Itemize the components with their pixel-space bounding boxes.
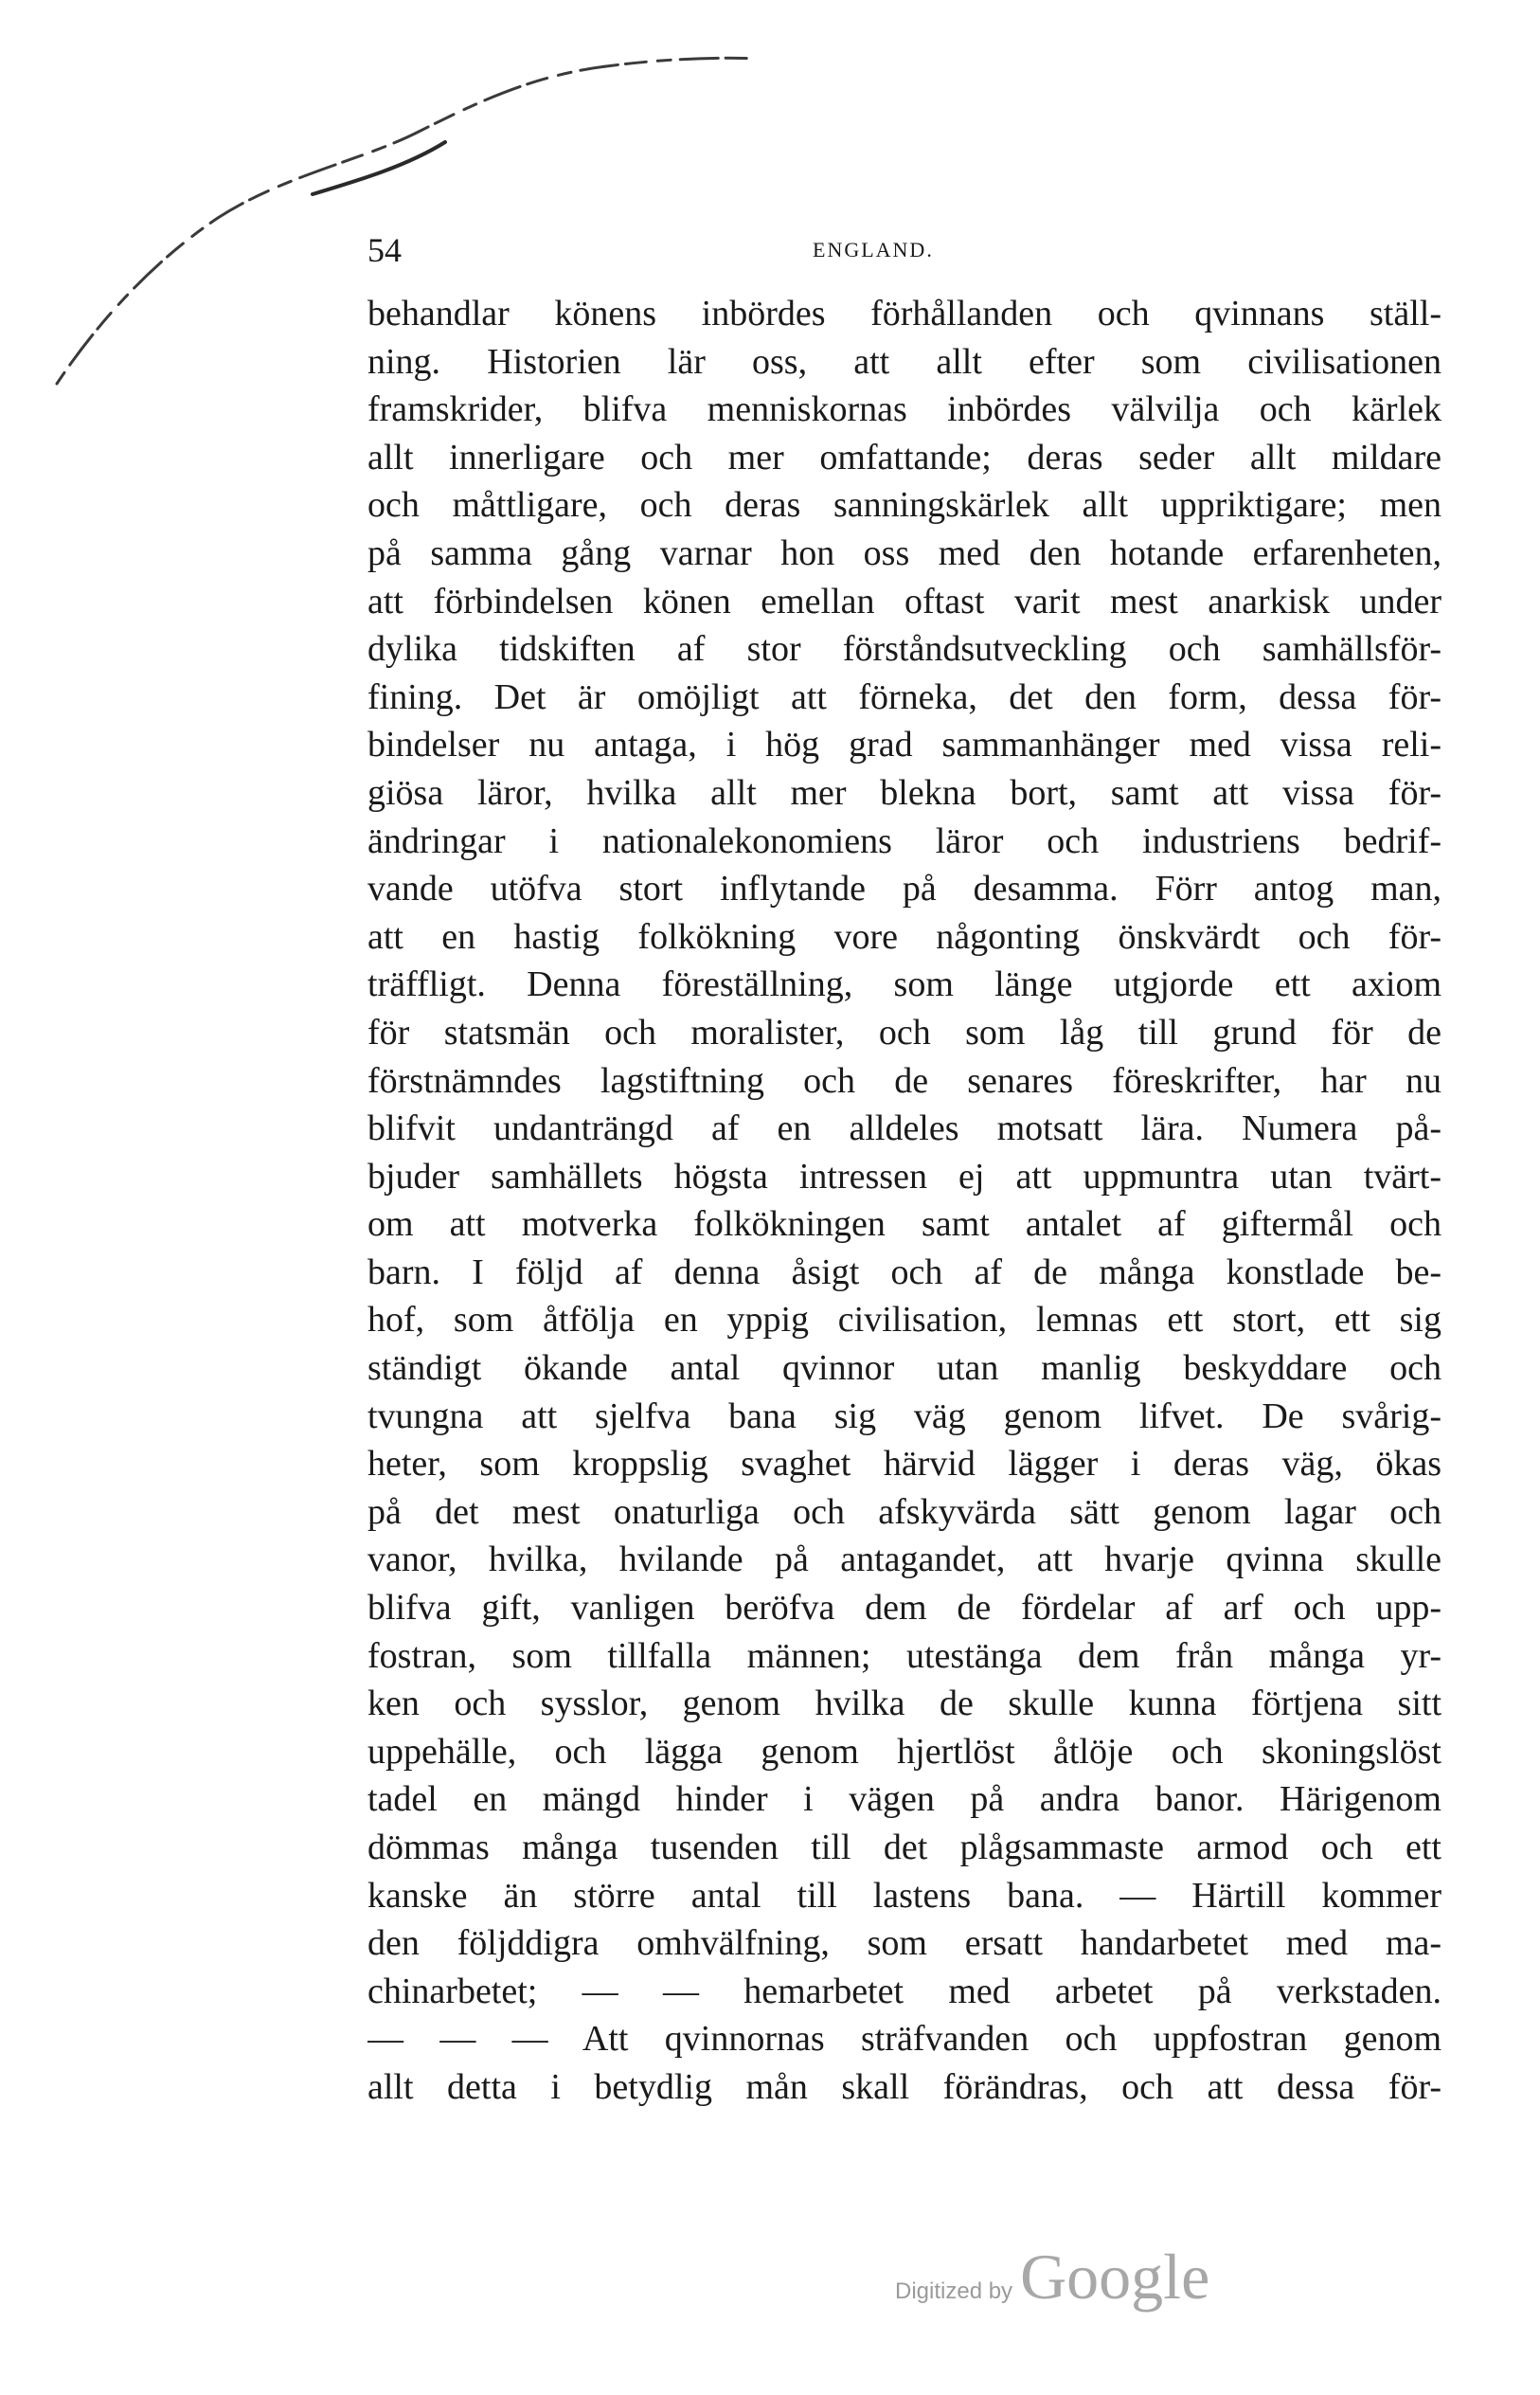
text-line: den följddigra omhvälfning, som ersatt handarbetet med ma- <box>367 1923 1442 1964</box>
text-line: framskrider, blifva menniskornas inbördes välvilja och kärlek <box>367 389 1442 430</box>
text-line: förstnämndes lagstiftning och de senares föreskrifter, har nu <box>367 1060 1442 1101</box>
text-line: chinarbetet; — — hemarbetet med arbetet på verkstaden. <box>367 1971 1442 2011</box>
text-line: dömmas många tusenden till det plågsammaste armod och ett <box>367 1828 1442 1867</box>
text-line: fining. Det är omöjligt att förneka, det den form, dessa för- <box>367 676 1442 717</box>
text-line: ständigt ökande antal qvinnor utan manlig beskyddare och <box>367 1348 1442 1389</box>
text-line: — — — Att qvinnornas sträfvanden och uppfostran genom <box>367 2019 1442 2060</box>
watermark-prefix: Digitized by <box>895 2278 1013 2304</box>
text-line: om att motverka folkökningen samt antalet af giftermål och <box>367 1204 1442 1245</box>
text-line: fostran, som tillfalla männen; utestänga dem från många yr- <box>367 1635 1442 1676</box>
text-line: ändringar i nationalekonomiens läror och industriens bedrif- <box>367 820 1442 861</box>
text-line: på samma gång varnar hon oss med den hotande erfarenheten, <box>367 532 1442 573</box>
text-line: ning. Historien lär oss, att allt efter som civilisationen <box>367 341 1442 382</box>
text-line: heter, som kroppslig svaghet härvid lägger i deras väg, ökas <box>367 1444 1442 1485</box>
text-line: allt innerligare och mer omfattande; deras seder allt mildare <box>367 437 1442 477</box>
text-line: tadel en mängd hinder i vägen på andra banor. Härigenom <box>367 1779 1442 1820</box>
text-line: kanske än större antal till lastens bana. — Härtill kommer <box>367 1875 1442 1916</box>
text-line: och måttligare, och deras sanningskärlek allt uppriktigare; men <box>367 485 1442 526</box>
text-line: allt detta i betydlig mån skall förändras, och att dessa för- <box>367 2066 1442 2107</box>
text-line: behandlar könens inbördes förhållanden och qvinnans ställ- <box>367 294 1442 333</box>
text-line: uppehälle, och lägga genom hjertlöst åtlöje och skoningslöst <box>367 1731 1442 1772</box>
text-line: att förbindelsen könen emellan oftast varit mest anarkisk under <box>367 581 1442 621</box>
text-line: barn. I följd af denna åsigt och af de många konstlade be- <box>367 1252 1442 1292</box>
digitized-watermark <box>895 2240 1209 2315</box>
body-text <box>367 290 1442 2112</box>
text-line: dylika tidskiften af stor förståndsutveckling och samhällsför- <box>367 629 1442 670</box>
text-line: vande utöfva stort inflytande på desamma. Förr antog man, <box>367 869 1442 909</box>
text-line: tvungna att sjelfva bana sig väg genom lifvet. De svårig- <box>367 1396 1442 1436</box>
text-line: hof, som åtfölja en yppig civilisation, lemnas ett stort, ett sig <box>367 1300 1442 1341</box>
google-logo: Google <box>1020 2241 1210 2313</box>
text-line: för statsmän och moralister, och som låg till grund för de <box>367 1012 1442 1053</box>
text-line: ken och sysslor, genom hvilka de skulle kunna förtjena sitt <box>367 1684 1442 1724</box>
text-line: på det mest onaturliga och afskyvärda sätt genom lagar och <box>367 1491 1442 1532</box>
running-head <box>367 229 1442 271</box>
text-line: att en hastig folkökning vore någonting önskvärdt och för- <box>367 916 1442 957</box>
text-line: blifvit undanträngd af en alldeles motsatt lära. Numera på- <box>367 1108 1442 1149</box>
text-line: träffligt. Denna föreställning, som länge utgjorde ett axiom <box>367 964 1442 1005</box>
page-number: 54 <box>367 231 402 269</box>
text-line: bjuder samhällets högsta intressen ej att uppmuntra utan tvärt- <box>367 1156 1442 1197</box>
text-line: bindelser nu antaga, i hög grad sammanhänger med vissa reli- <box>367 725 1442 765</box>
text-line: vanor, hvilka, hvilande på antagandet, att hvarje qvinna skulle <box>367 1540 1442 1580</box>
text-line: giösa läror, hvilka allt mer blekna bort, samt att vissa för- <box>367 772 1442 813</box>
running-title: ENGLAND. <box>813 238 934 261</box>
text-line: blifva gift, vanligen beröfva dem de fördelar af arf och upp- <box>367 1588 1442 1629</box>
